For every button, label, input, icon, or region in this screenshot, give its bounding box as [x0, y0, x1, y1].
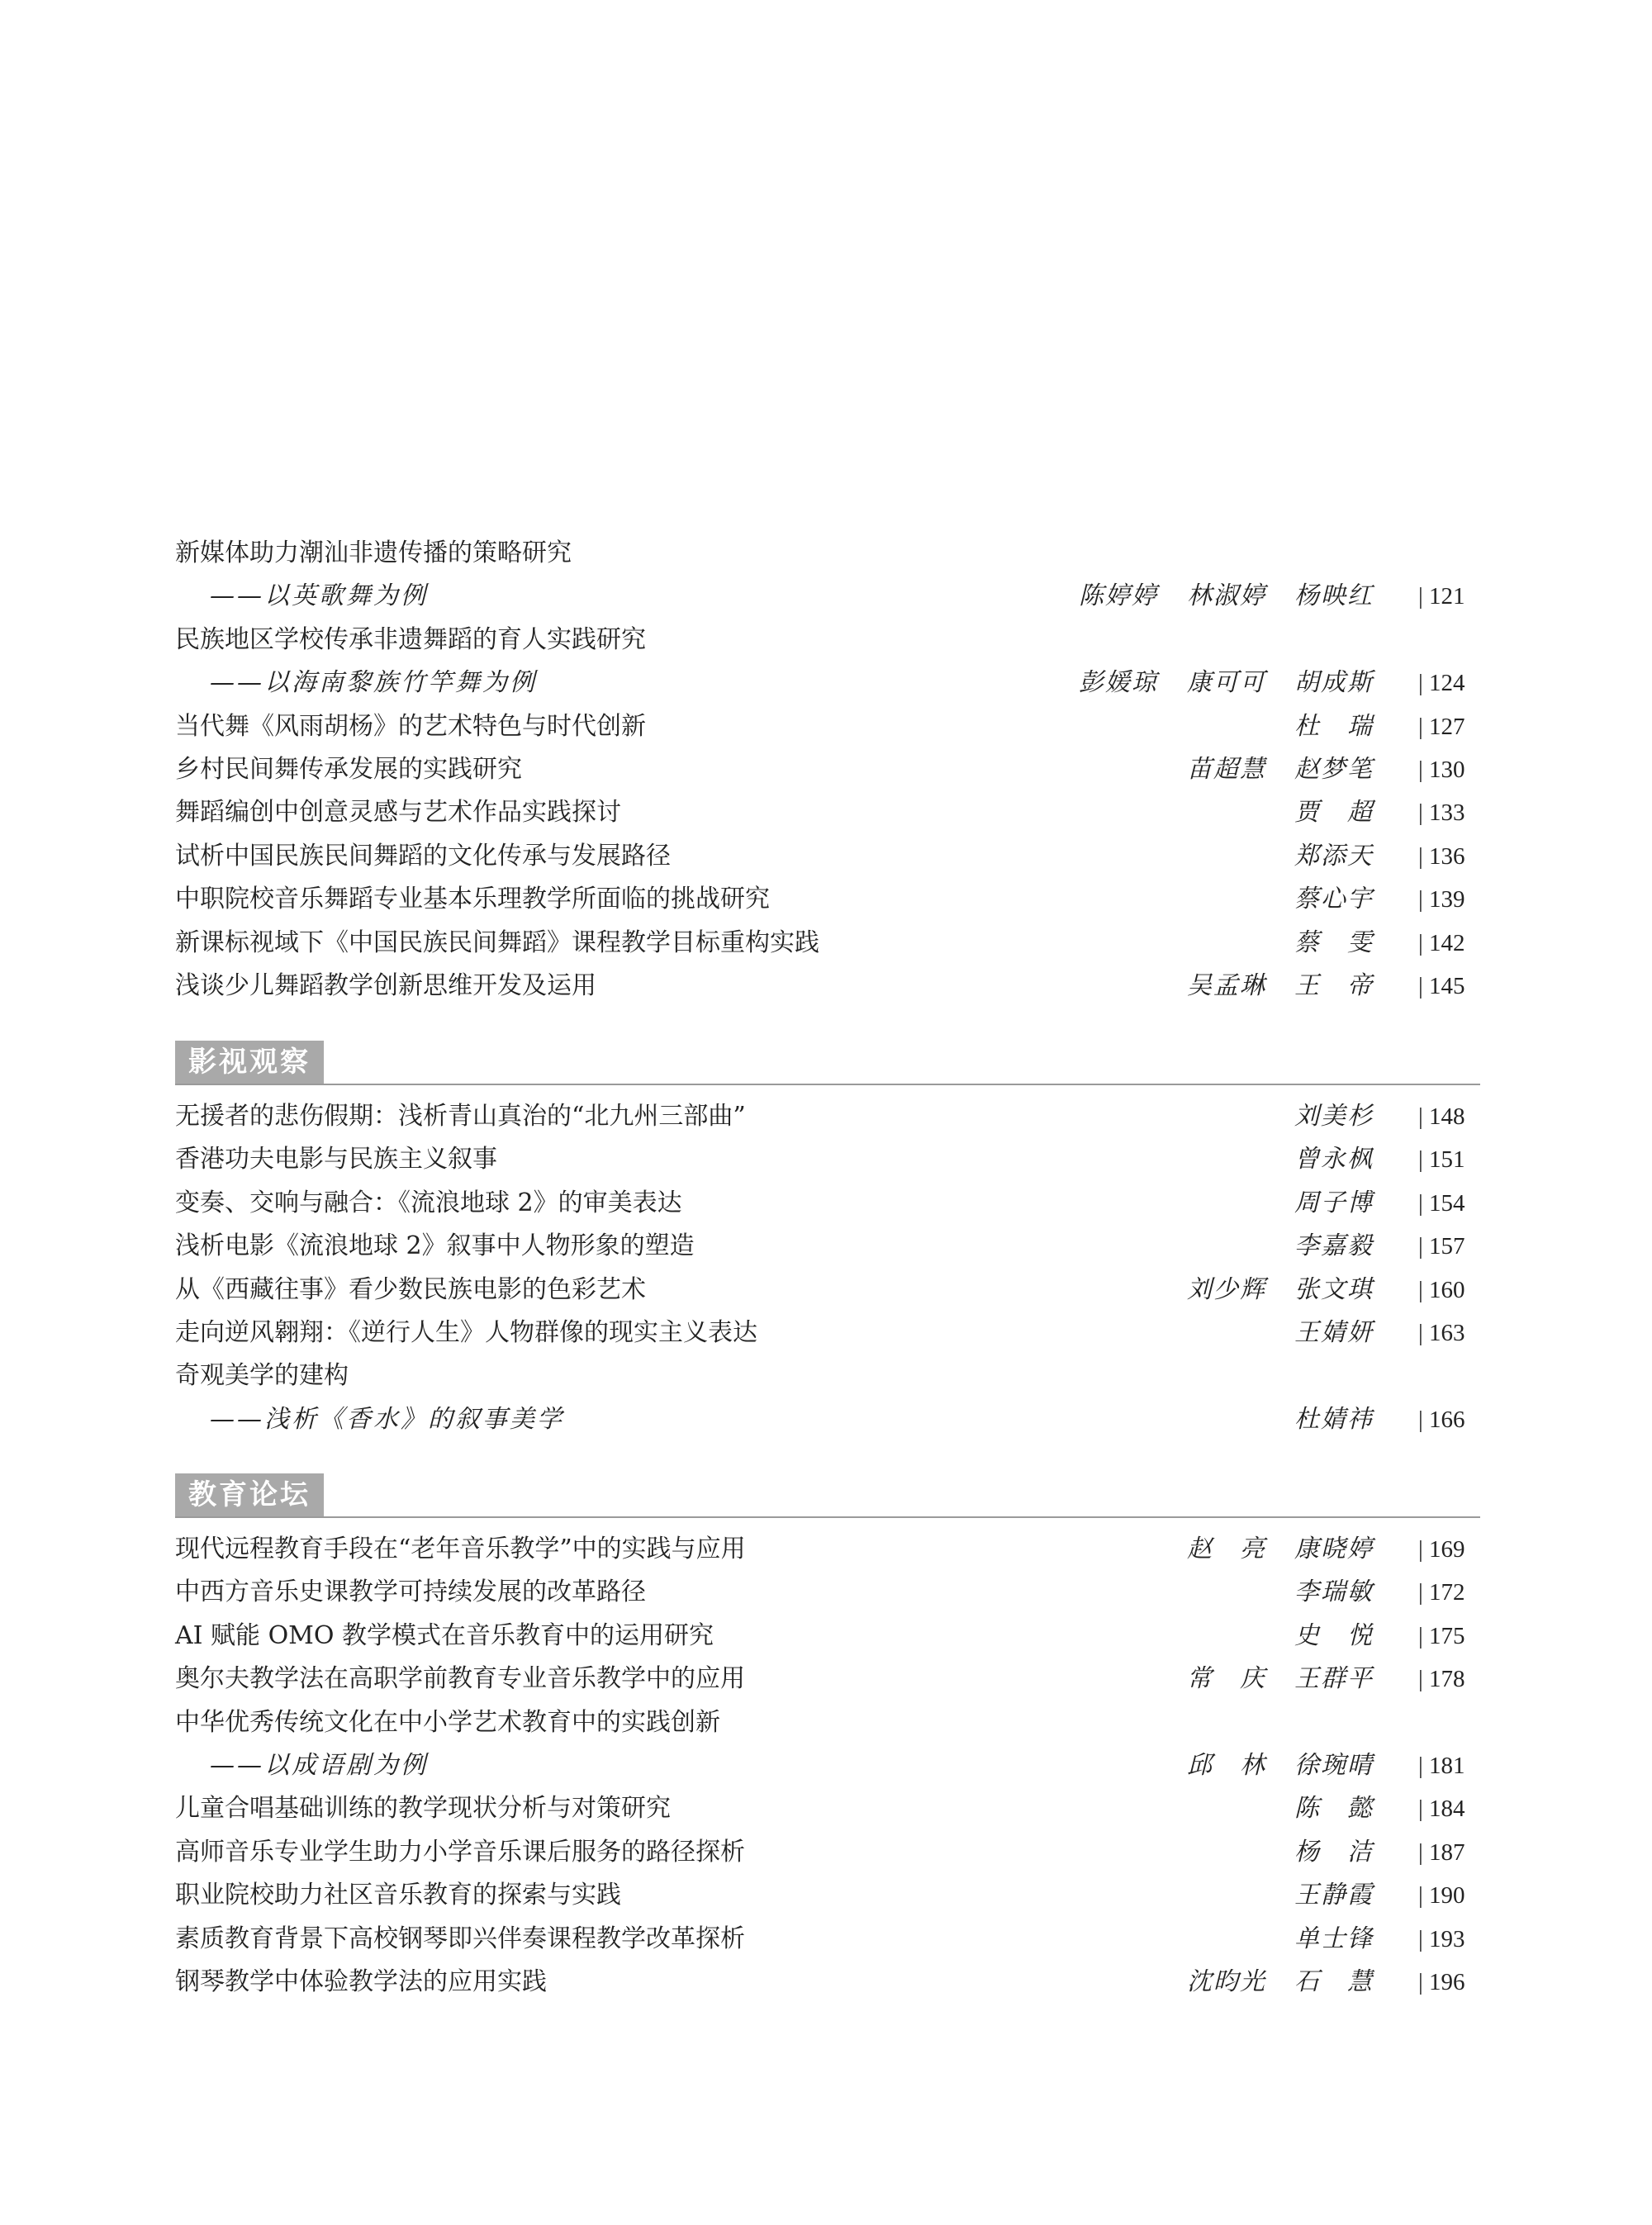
toc-entry — [175, 1918, 1497, 1961]
toc-entry — [175, 1138, 1497, 1181]
author-2: 康可可 — [1187, 668, 1266, 697]
author-3: 李瑞敏 — [1294, 1577, 1374, 1606]
entry-title: AI 赋能 OMO 教学模式在音乐教育中的运用研究 — [175, 1621, 714, 1650]
section-heading-label: 教育论坛 — [175, 1473, 324, 1516]
author-3: 胡成斯 — [1294, 668, 1374, 697]
page-number: | 142 — [1418, 930, 1465, 956]
toc-entry — [175, 575, 1497, 618]
page-number: | 181 — [1418, 1753, 1465, 1779]
toc-entry — [175, 1658, 1497, 1701]
toc-entry — [175, 1744, 1497, 1787]
entry-title: 乡村民间舞传承发展的实践研究 — [175, 755, 522, 784]
entry-title: 钢琴教学中体验教学法的应用实践 — [175, 1967, 547, 1996]
author-3: 康晓婷 — [1294, 1535, 1374, 1563]
author-3: 郑添天 — [1294, 842, 1374, 871]
entry-title: 高师音乐专业学生助力小学音乐课后服务的路径探析 — [175, 1838, 745, 1867]
toc-entry — [175, 1269, 1497, 1312]
entry-title: 儿童合唱基础训练的教学现状分析与对策研究 — [175, 1794, 671, 1823]
entry-title: 现代远程教育手段在“老年音乐教学”中的实践与应用 — [175, 1535, 746, 1563]
page-number: | 145 — [1418, 973, 1465, 999]
author-3: 刘美杉 — [1294, 1102, 1374, 1131]
author-3: 杨 洁 — [1294, 1838, 1374, 1867]
toc-entry — [175, 1312, 1497, 1354]
entry-title: 试析中国民族民间舞蹈的文化传承与发展路径 — [175, 842, 671, 871]
entry-title: 从《西藏往事》看少数民族电影的色彩艺术 — [175, 1275, 646, 1304]
page-number: | 166 — [1418, 1407, 1465, 1433]
entry-subtitle: ——以英歌舞为例 — [210, 581, 428, 610]
toc-entry — [175, 619, 1497, 662]
entry-title: 当代舞《风雨胡杨》的艺术特色与时代创新 — [175, 712, 646, 741]
entry-title: 浅谈少儿舞蹈教学创新思维开发及运用 — [175, 971, 596, 1000]
toc-entry — [175, 1354, 1497, 1397]
page-number: | 127 — [1418, 714, 1465, 740]
page-number: | 196 — [1418, 1969, 1465, 1995]
toc-entry — [175, 878, 1497, 921]
author-3: 李嘉毅 — [1294, 1231, 1374, 1260]
toc-entry — [175, 1615, 1497, 1658]
author-2: 沈昀光 — [1187, 1967, 1266, 1996]
author-3: 赵梦笔 — [1294, 755, 1374, 784]
page-number: | 151 — [1418, 1146, 1465, 1173]
entry-title: 走向逆风翱翔：《逆行人生》人物群像的现实主义表达 — [175, 1318, 757, 1347]
page-number: | 124 — [1418, 670, 1465, 696]
author-3: 贾 超 — [1294, 798, 1374, 827]
author-3: 杜婧祎 — [1294, 1405, 1374, 1434]
page-number: | 172 — [1418, 1579, 1465, 1606]
author-2: 苗超慧 — [1187, 755, 1266, 784]
entry-title: 奥尔夫教学法在高职学前教育专业音乐教学中的应用 — [175, 1664, 745, 1693]
section-heading-label: 影视观察 — [175, 1041, 324, 1084]
page-number: | 139 — [1418, 886, 1465, 913]
entry-title: 变奏、交响与融合：《流浪地球 2》的审美表达 — [175, 1188, 682, 1217]
section-heading — [175, 1473, 1480, 1518]
page-number: | 163 — [1418, 1320, 1465, 1346]
toc-entry — [175, 1787, 1497, 1830]
entry-title: 素质教育背景下高校钢琴即兴伴奏课程教学改革探析 — [175, 1924, 745, 1953]
entry-subtitle: ——以海南黎族竹竿舞为例 — [210, 668, 537, 697]
author-3: 徐琬晴 — [1294, 1751, 1374, 1780]
page-number: | 187 — [1418, 1839, 1465, 1866]
author-3: 周子博 — [1294, 1188, 1374, 1217]
entry-title: 新媒体助力潮汕非遗传播的策略研究 — [175, 538, 572, 567]
toc-entry — [175, 1182, 1497, 1225]
toc-entry — [175, 662, 1497, 705]
entry-title: 职业院校助力社区音乐教育的探索与实践 — [175, 1881, 621, 1910]
entry-subtitle: ——浅析《香水》的叙事美学 — [210, 1405, 564, 1434]
author-3: 石 慧 — [1294, 1967, 1374, 1996]
toc-entry — [175, 1831, 1497, 1874]
entry-title: 新课标视域下《中国民族民间舞蹈》课程教学目标重构实践 — [175, 928, 819, 957]
entry-title: 无援者的悲伤假期：浅析青山真治的“北九州三部曲” — [175, 1102, 746, 1131]
author-3: 王静霞 — [1294, 1881, 1374, 1910]
author-2: 赵 亮 — [1187, 1535, 1266, 1563]
author-3: 蔡心宇 — [1294, 885, 1374, 913]
author-2: 林淑婷 — [1187, 581, 1266, 610]
toc-entry — [175, 1571, 1497, 1614]
toc-entry — [175, 748, 1497, 791]
page-number: | 130 — [1418, 757, 1465, 783]
author-1: 陈婷婷 — [1079, 581, 1158, 610]
author-1: 彭媛琼 — [1079, 668, 1158, 697]
entry-title: 中西方音乐史课教学可持续发展的改革路径 — [175, 1577, 646, 1606]
page-number: | 157 — [1418, 1233, 1465, 1260]
author-2: 常 庆 — [1187, 1664, 1266, 1693]
author-3: 张文琪 — [1294, 1275, 1374, 1304]
author-2: 刘少辉 — [1187, 1275, 1266, 1304]
author-3: 杨映红 — [1294, 581, 1374, 610]
author-3: 曾永枫 — [1294, 1145, 1374, 1174]
toc-entry — [175, 835, 1497, 878]
author-3: 蔡 雯 — [1294, 928, 1374, 957]
toc-entry — [175, 791, 1497, 834]
toc-entry — [175, 1961, 1497, 2004]
entry-title: 舞蹈编创中创意灵感与艺术作品实践探讨 — [175, 798, 621, 827]
author-3: 陈 懿 — [1294, 1794, 1374, 1823]
entry-subtitle: ——以成语剧为例 — [210, 1751, 428, 1780]
author-2: 吴孟琳 — [1187, 971, 1266, 1000]
author-3: 单士锋 — [1294, 1924, 1374, 1953]
entry-title: 中华优秀传统文化在中小学艺术教育中的实践创新 — [175, 1708, 720, 1737]
page-number: | 184 — [1418, 1796, 1465, 1822]
page-number: | 133 — [1418, 799, 1465, 826]
author-3: 王群平 — [1294, 1664, 1374, 1693]
page-number: | 193 — [1418, 1926, 1465, 1952]
toc-entry — [175, 532, 1497, 575]
author-3: 王婧妍 — [1294, 1318, 1374, 1347]
page-number: | 175 — [1418, 1623, 1465, 1649]
entry-title: 浅析电影《流浪地球 2》叙事中人物形象的塑造 — [175, 1231, 695, 1260]
entry-title: 中职院校音乐舞蹈专业基本乐理教学所面临的挑战研究 — [175, 885, 770, 913]
section-heading — [175, 1041, 1480, 1085]
page-number: | 169 — [1418, 1536, 1465, 1563]
page-number: | 121 — [1418, 583, 1465, 610]
page-number: | 154 — [1418, 1190, 1465, 1217]
toc-entry — [175, 1225, 1497, 1268]
toc-entry — [175, 1528, 1497, 1571]
page-number: | 178 — [1418, 1666, 1465, 1692]
toc-entry — [175, 705, 1497, 748]
toc-entry — [175, 965, 1497, 1008]
toc-entry — [175, 1701, 1497, 1744]
toc-entry — [175, 1398, 1497, 1441]
page-number: | 190 — [1418, 1882, 1465, 1909]
page-number: | 160 — [1418, 1277, 1465, 1303]
author-3: 王 帝 — [1294, 971, 1374, 1000]
entry-title: 奇观美学的建构 — [175, 1361, 349, 1390]
entry-title: 香港功夫电影与民族主义叙事 — [175, 1145, 497, 1174]
author-3: 史 悦 — [1294, 1621, 1374, 1650]
page-number: | 148 — [1418, 1103, 1465, 1130]
entry-title: 民族地区学校传承非遗舞蹈的育人实践研究 — [175, 625, 646, 654]
toc-entry — [175, 1874, 1497, 1917]
author-2: 邱 林 — [1187, 1751, 1266, 1780]
author-3: 杜 瑞 — [1294, 712, 1374, 741]
page-number: | 136 — [1418, 843, 1465, 870]
toc-entry — [175, 922, 1497, 965]
toc-entry — [175, 1095, 1497, 1138]
